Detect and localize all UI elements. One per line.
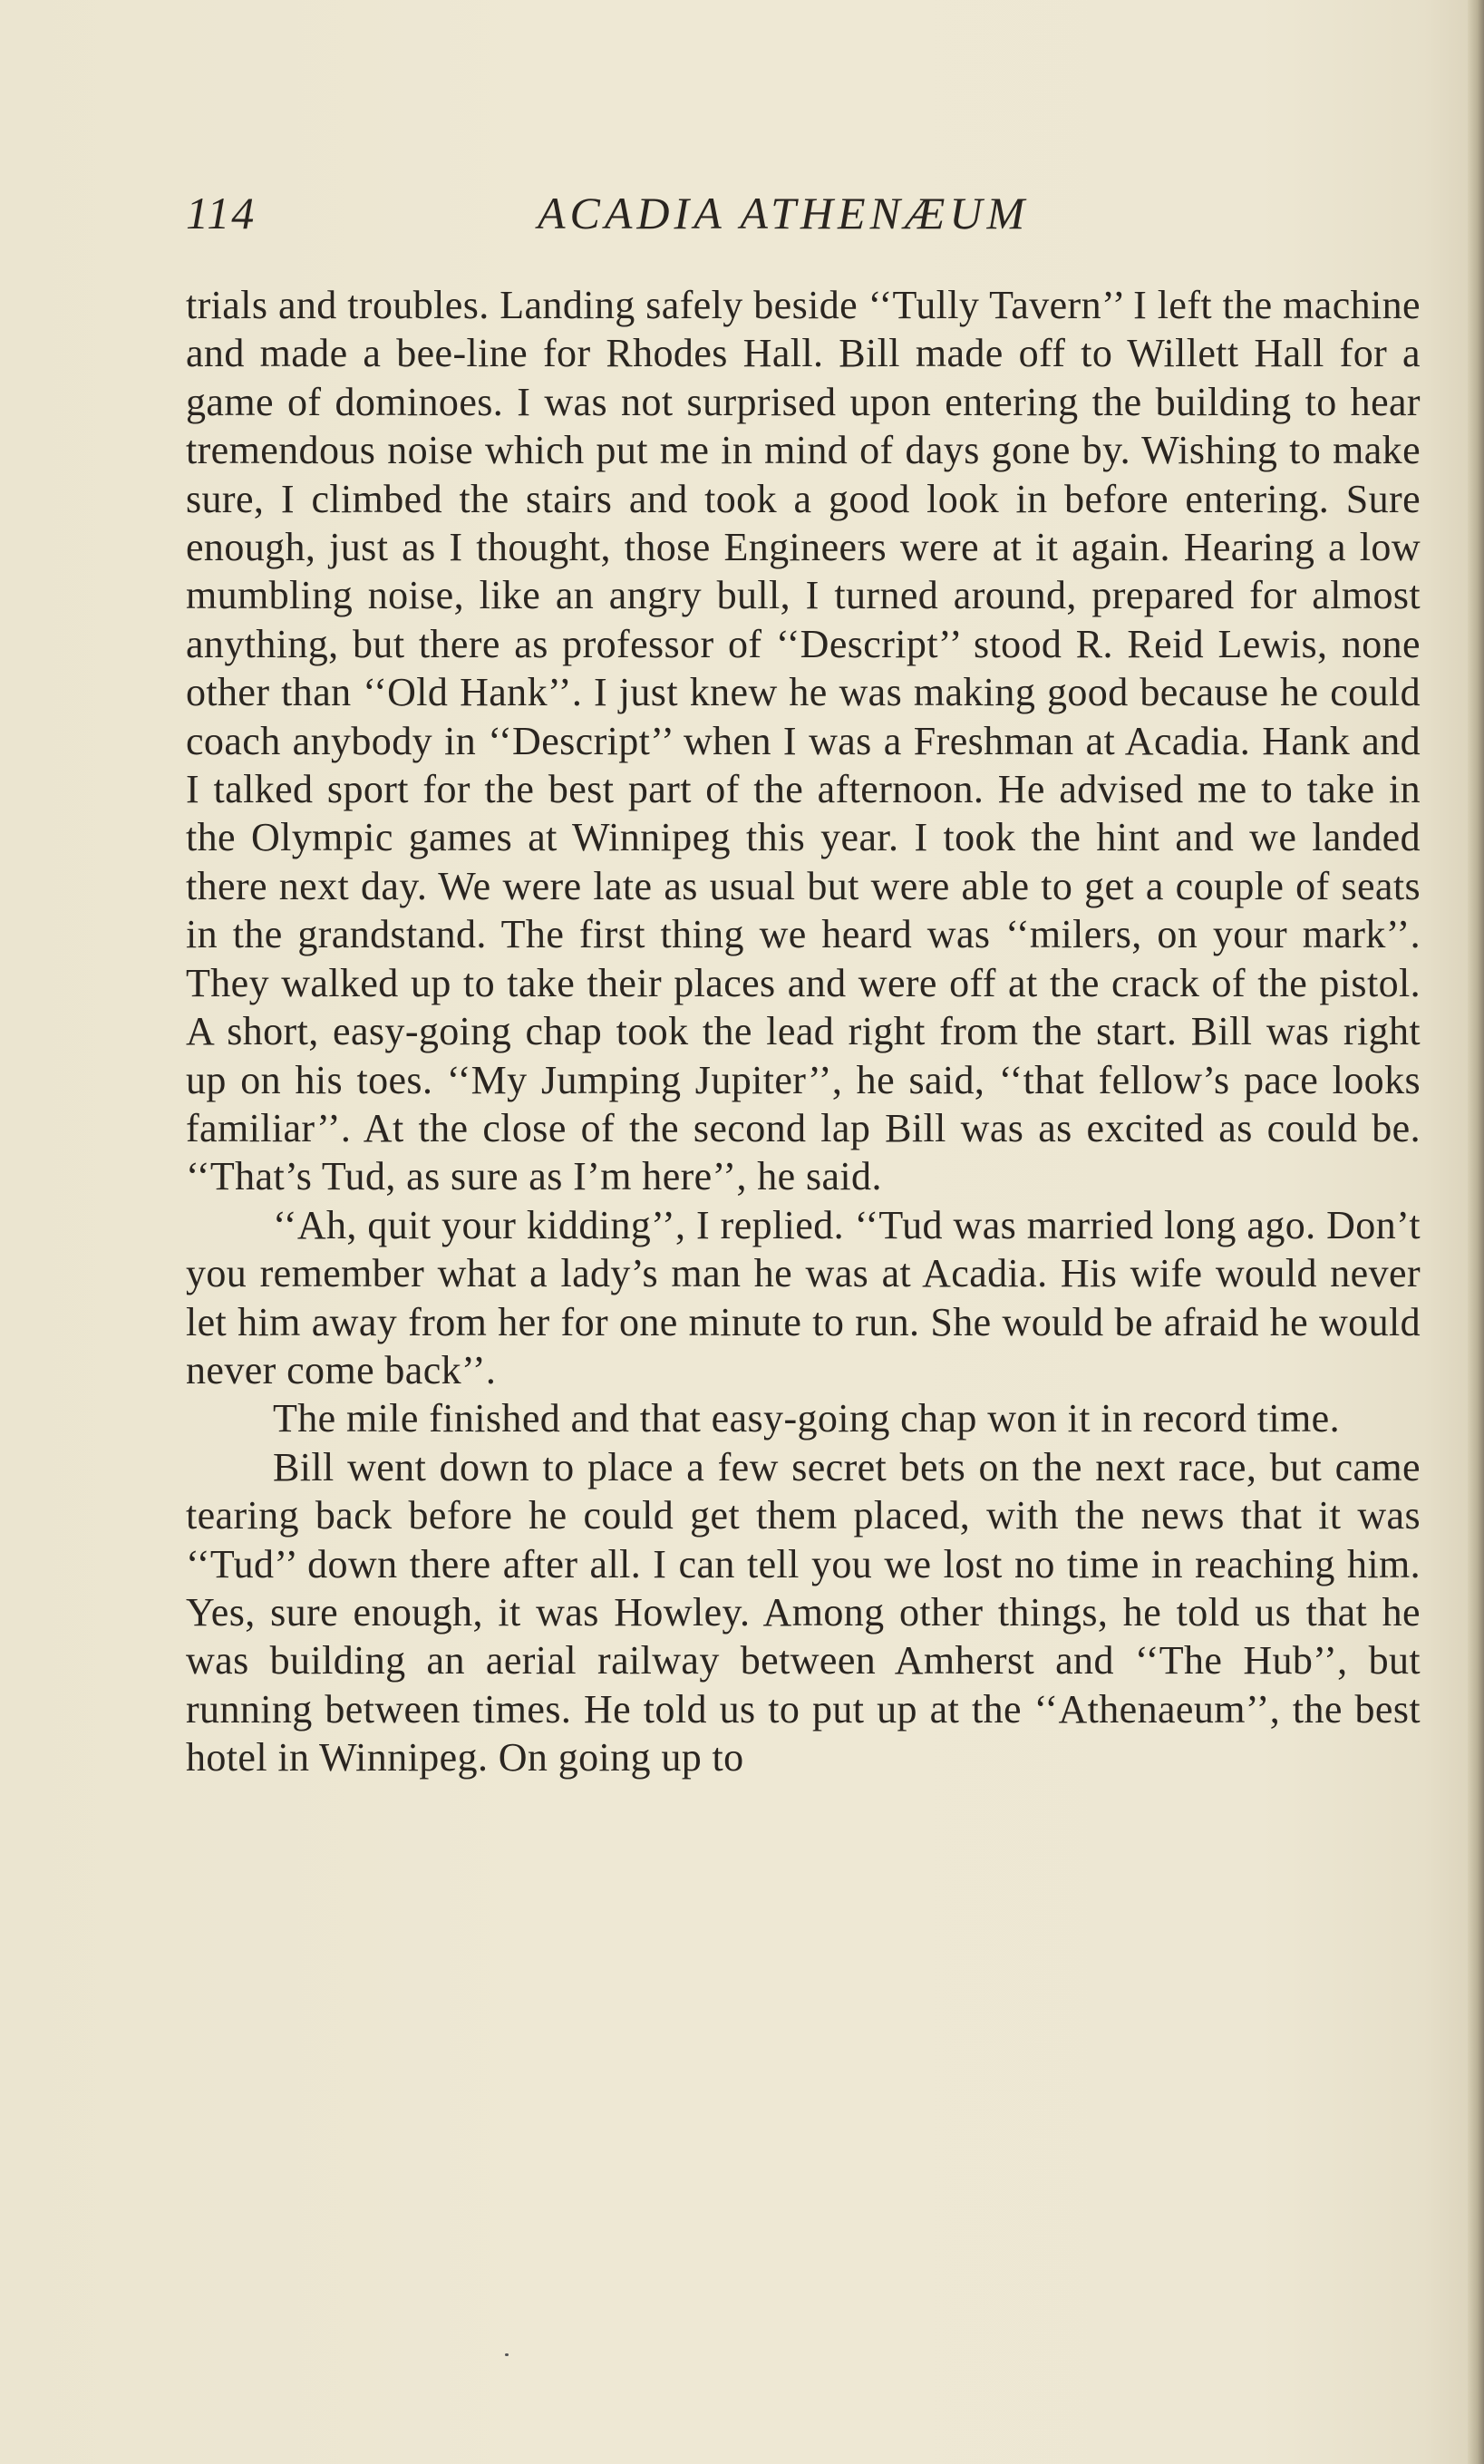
paper-speck bbox=[505, 2353, 509, 2356]
page-edge-shadow bbox=[1468, 0, 1484, 2464]
body-text bbox=[186, 281, 1421, 1782]
paragraph: Bill went down to place a few secret bets on the next race, but came tearing back before he could get them placed, with the news that it was ‘‘Tud’’ down there after all. I can tell you we lost no time in reaching him. Yes, sure enough, it was Howley. Among other things, he told us that he was building an aerial railway between Amherst and ‘‘The Hub’’, but running between times. He told us to put up at the ‘‘Athenaeum’’, the best hotel in Winnipeg. On going up to bbox=[186, 1444, 1421, 1780]
paragraph: ‘‘Ah, quit your kidding’’, I replied. ‘‘Tud was married long ago. Don’t you remember what a lady’s man he was at Acadia. His wife would never let him away from her for one minute to run. She would be afraid he would never come back’’. bbox=[186, 1202, 1421, 1392]
running-header bbox=[186, 181, 1421, 245]
page-number: 114 bbox=[186, 188, 257, 238]
paragraph-continuation: trials and troubles. Landing safely beside ‘‘Tully Tavern’’ I left the machine and made a bee-line for Rhodes Hall. Bill made off to Willett Hall for a game of dominoes. I was not surprised upon entering the building to hear tremendous noise which put me in mind of days gone by. Wishing to make sure, I climbed the stairs and took a good look in before entering. Sure enough, just as I thought, those Engineers were at it again. Hearing a low mumbling noise, like an angry bull, I turned around, prepared for almost anything, but there as professor of ‘‘Descript’’ stood R. Reid Lewis, none other than ‘‘Old Hank’’. I just knew he was making good because he could coach anybody in ‘‘Descript’’ when I was a Freshman at Acadia. Hank and I talked sport for the best part of the afternoon. He advised me to take in the Olympic games at Winnipeg this year. I took the hint and we landed there next day. We were late as usual but were able to get a couple of seats in the grandstand. The first thing we heard was ‘‘milers, on your mark’’. They walked up to take their places and were off at the crack of the pistol. A short, easy-going chap took the lead right from the start. Bill was right up on his toes. ‘‘My Jumping Jupiter’’, he said, ‘‘that fellow’s pace looks familiar’’. At the close of the second lap Bill was as excited as could be. ‘‘That’s Tud, as sure as I’m here’’, he said. bbox=[186, 283, 1421, 1199]
running-title: ACADIA ATHENÆUM bbox=[538, 188, 1030, 238]
paragraph: The mile finished and that easy-going chap won it in record time. bbox=[273, 1396, 1341, 1441]
